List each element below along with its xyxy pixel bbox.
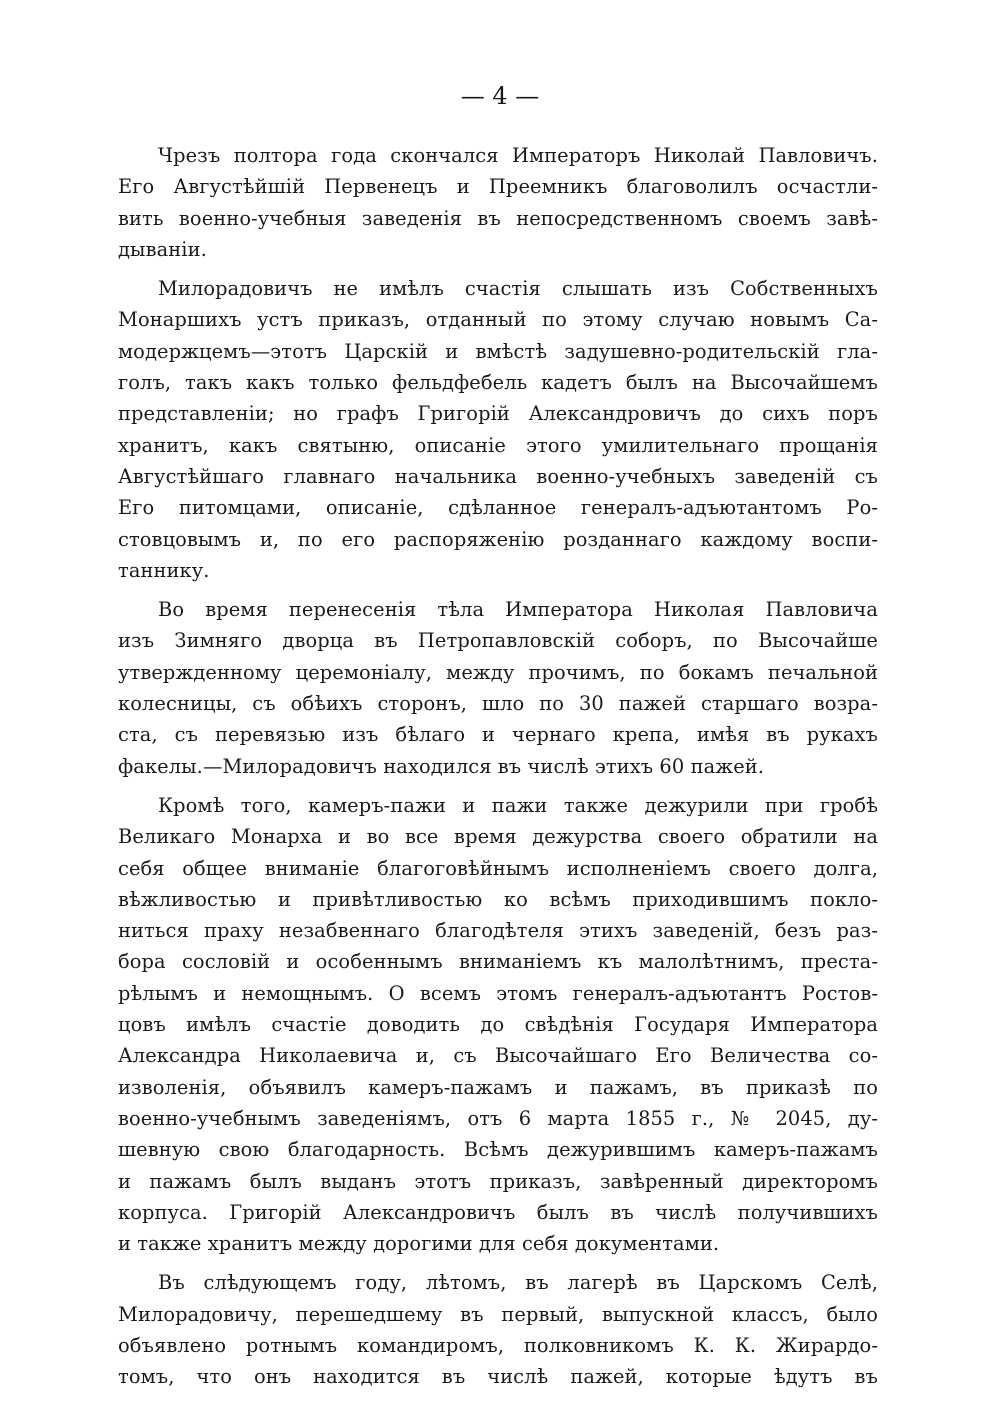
text-line: бора сословій и особеннымъ вниманіемъ къ малолѣтнимъ, преста- [118,950,878,974]
text-line: таннику. [118,558,210,582]
text-line: дываніи. [118,237,207,261]
text-line: представленіи; но графъ Григорій Александровичъ до сихъ поръ [118,402,878,426]
text-line: модержцемъ—этотъ Царскій и вмѣстѣ задушевно-родительскій гла- [118,339,878,363]
text-line: и также хранитъ между дорогими для себя документами. [118,1232,720,1256]
document-body [118,140,878,1401]
text-line: вѣжливостью и привѣтливостью ко всѣмъ приходившимъ покло- [118,887,878,911]
text-line: Кромѣ того, камеръ-пажи и пажи также дежурили при гробѣ [158,793,878,817]
text-line: Его питомцами, описаніе, сдѣланное генералъ-адъютантомъ Ро- [118,496,878,520]
text-line: факелы.—Милорадовичъ находился въ числѣ этихъ 60 пажей. [118,754,765,778]
paragraph-1 [118,140,878,265]
text-line: ста, съ перевязью изъ бѣлаго и чернаго крепа, имѣя въ рукахъ [118,723,878,747]
text-line: Милорадовичъ не имѣлъ счастія слышать изъ Собственныхъ [158,277,878,301]
text-line: Чрезъ полтора года скончался Императоръ Николай Павловичъ. [158,144,878,167]
text-line: Александра Николаевича и, съ Высочайшаго Его Величества со- [118,1044,878,1068]
text-line: Его Августѣйшій Первенецъ и Преемникъ благоволилъ осчастли- [118,175,878,199]
text-line: себя общее вниманіе благоговѣйнымъ исполненіемъ своего долга, [118,856,878,880]
text-line: голъ, такъ какъ только фельдфебель кадетъ былъ на Высочайшемъ [118,371,878,395]
paragraph-4 [118,790,878,1259]
text-line: цовъ имѣлъ счастіе доводить до свѣдѣнія Государя Императора [118,1013,878,1037]
text-line: томъ, что онъ находится въ числѣ пажей, которые ѣдутъ въ [118,1365,878,1389]
text-line: военно-учебнымъ заведеніямъ, отъ 6 марта 1855 г., № 2045, ду- [118,1106,878,1130]
text-line: ниться праху незабвеннаго благодѣтеля этихъ заведеній, безъ раз- [118,919,878,943]
text-line: шевную свою благодарность. Всѣмъ дежурившимъ камеръ-пажамъ [118,1138,878,1162]
text-line: и пажамъ былъ выданъ этотъ приказъ, завѣренный директоромъ [118,1169,878,1193]
text-line: хранитъ, какъ святыню, описаніе этого умилительнаго прощанія [118,433,878,457]
text-line: утвержденному церемоніалу, между прочимъ, по бокамъ печальной [118,660,878,684]
text-line: изъ Зимняго дворца въ Петропавловскій соборъ, по Высочайше [118,629,878,653]
text-line: Великаго Монарха и во все время дежурства своего обратили на [118,825,878,849]
text-line: Августѣйшаго главнаго начальника военно-учебныхъ заведеній съ [118,464,878,488]
paragraph-5 [118,1267,878,1392]
text-line: корпуса. Григорій Александровичъ былъ въ числѣ получившихъ [118,1200,878,1224]
text-line: колесницы, съ обѣихъ сторонъ, шло по 30 пажей старшаго возра- [118,692,878,716]
text-line: вить военно-учебныя заведенія въ непосредственномъ своемъ завѣ- [118,206,878,230]
text-line: Въ слѣдующемъ году, лѣтомъ, въ лагерѣ въ Царскомъ Селѣ, [158,1271,878,1295]
text-line: Во время перенесенія тѣла Императора Николая Павловича [158,598,878,622]
paragraph-2 [118,273,878,586]
paragraph-3 [118,594,878,782]
text-line: объявлено ротнымъ командиромъ, полковникомъ К. К. Жирардо- [118,1333,878,1357]
text-line: рѣлымъ и немощнымъ. О всемъ этомъ генералъ-адъютантъ Ростов- [118,981,878,1005]
text-line: Монаршихъ устъ приказъ, отданный по этому случаю новымъ Са- [118,308,878,332]
text-line: стовцовымъ и, по его распоряженію розданнаго каждому воспи- [118,527,878,551]
page-number: — 4 — [460,82,540,110]
text-line: изволенія, объявилъ камеръ-пажамъ и пажамъ, въ приказѣ по [118,1075,878,1099]
text-line: Милорадовичу, перешедшему въ первый, выпускной классъ, было [118,1302,878,1326]
